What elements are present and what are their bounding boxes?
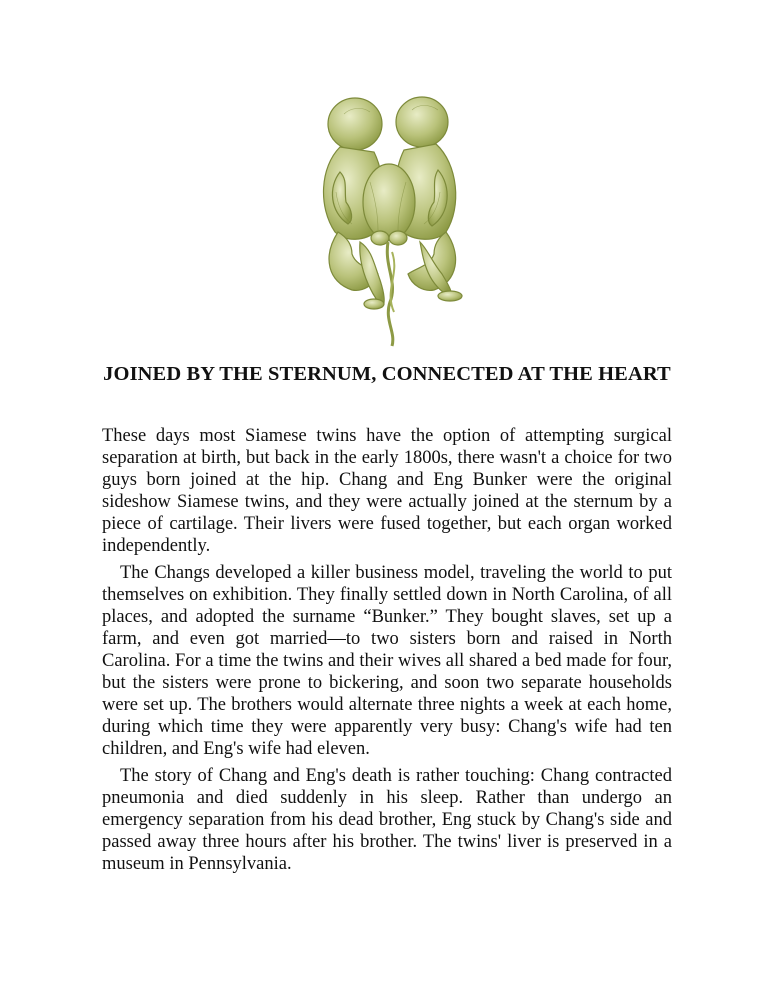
article-paragraph: The Changs developed a killer business model, traveling the world to put themselves on exhibition. They finally settled down in North Carolina, of all places, and adopted the surname “Bunker.” They bought slaves, set up a farm, and even got married—to two sisters born and raised in North Carolina. For a time the twins and their wives all shared a bed made for four, but the sisters were prone to bickering, and soon two separate households were set up. The brothers would alternate three nights a week at each home, during which time they were apparently very busy: Chang's wife had ten children, and Eng's wife had eleven. <box>102 563 672 759</box>
article-body <box>102 425 672 880</box>
article-paragraph: These days most Siamese twins have the option of attempting surgical separation at birth, but back in the early 1800s, there wasn't a choice for two guys born joined at the hip. Chang and Eng Bunker were the original sideshow Siamese twins, and they were actually joined at the sternum by a piece of cartilage. Their livers were fused together, but each organ worked independently. <box>102 426 672 556</box>
article-heading: JOINED BY THE STERNUM, CONNECTED AT THE HEART <box>103 363 671 385</box>
conjoined-twins-illustration <box>300 92 476 348</box>
conjoined-twins-icon <box>300 92 476 348</box>
article-paragraph: The story of Chang and Eng's death is rather touching: Chang contracted pneumonia and died suddenly in his sleep. Rather than undergo an emergency separation from his dead brother, Eng stuck by Chang's side and passed away three hours after his brother. The twins' liver is preserved in a museum in Pennsylvania. <box>102 766 672 874</box>
